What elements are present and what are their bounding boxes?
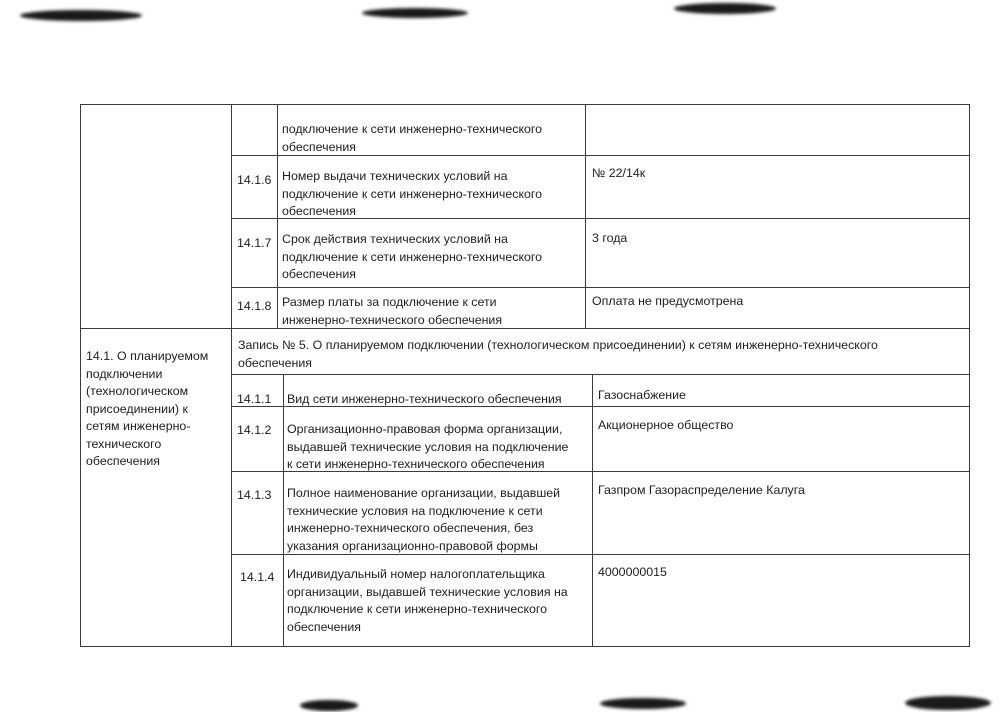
table-border (231, 104, 232, 328)
row-number: 14.1.4 (240, 570, 275, 584)
row-value: Оплата не предусмотрена (592, 294, 744, 308)
row-number: 14.1.6 (237, 173, 272, 187)
row-number: 14.1.1 (237, 392, 272, 406)
row-name: Номер выдачи технических условий на подключение к сети инженерно-технического обеспечения (282, 169, 543, 218)
record-header: Запись № 5. О планируемом подключении (технологическом присоединении) к сетям инженерно-технического обеспечения (238, 338, 878, 370)
scan-smudge (905, 696, 991, 710)
row-value: 4000000015 (598, 565, 667, 579)
row-value: 3 года (592, 231, 628, 245)
row-number: 14.1.8 (237, 299, 272, 313)
table-border (80, 104, 81, 647)
table-border (969, 104, 970, 647)
row-name: Размер платы за подключение к сети инженерно-технического обеспечения (282, 295, 503, 327)
table-border (80, 646, 970, 647)
section-label: 14.1. О планируемом подключении (технологическом присоединении) к сетям инженерно- технического обеспечения (86, 349, 209, 468)
scan-smudge (600, 698, 686, 709)
row-name: Полное наименование организации, выдавшей технические условия на подключение к сети инженерно-технического обеспечения, без указания организационно-правовой формы (287, 486, 561, 553)
row-name: Организационно-правовая форма организации, выдавшей технические условия на подключение к сети инженерно-технического обеспечения (287, 422, 569, 471)
row-number: 14.1.2 (237, 423, 272, 437)
table-border (80, 104, 970, 105)
row-value: Газоснабжение (598, 388, 686, 402)
scan-smudge (362, 8, 468, 18)
row-name: подключение к сети инженерно-технического обеспечения (282, 122, 543, 154)
row-value: Акционерное общество (598, 418, 734, 432)
table-border (585, 104, 586, 328)
table-border (592, 374, 593, 647)
table-border (231, 328, 232, 647)
row-name: Индивидуальный номер налогоплательщика организации, выдавшей технические условия на подключение к сети инженерно-технического обеспечения (287, 567, 568, 634)
scan-smudge (674, 3, 776, 14)
row-value: № 22/14к (592, 166, 646, 180)
row-number: 14.1.7 (237, 236, 272, 250)
scan-smudge (300, 700, 358, 711)
row-value: Газпром Газораспределение Калуга (598, 483, 805, 497)
table-border (231, 287, 970, 288)
row-number: 14.1.3 (237, 488, 272, 502)
table-border (277, 104, 278, 328)
row-name: Срок действия технических условий на подключение к сети инженерно-технического обеспечения (282, 232, 543, 281)
table-border (231, 374, 970, 375)
scan-smudge (20, 10, 142, 21)
table-border (283, 374, 284, 647)
row-name: Вид сети инженерно-технического обеспечения (287, 392, 562, 406)
document-table (80, 104, 970, 647)
